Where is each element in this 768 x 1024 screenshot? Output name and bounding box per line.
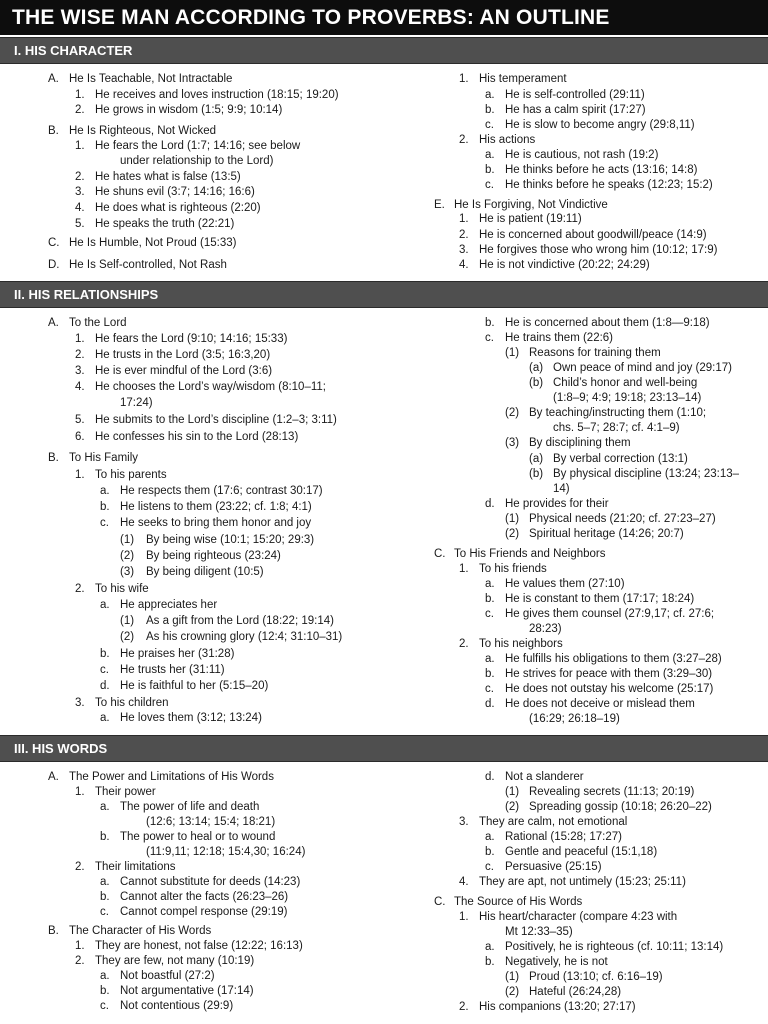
outline-marker: 2. [75, 861, 85, 873]
outline-marker: (b) [529, 468, 544, 480]
outline-marker: 2. [75, 104, 85, 116]
section-heading-bar-2 [0, 281, 768, 307]
outline-marker: a. [485, 653, 495, 665]
outline-item: He is not vindictive (20:22; 24:29) [479, 259, 650, 271]
section-divider [0, 307, 768, 308]
outline-marker: (2) [505, 407, 520, 419]
outline-item: He is faithful to her (5:15–20) [120, 680, 269, 692]
outline-marker: 1. [75, 786, 85, 798]
outline-marker: c. [485, 119, 494, 131]
outline-item: To the Lord [69, 317, 127, 329]
outline-marker: a. [100, 712, 110, 724]
outline-marker: B. [48, 925, 59, 937]
outline-item: Not contentious (29:9) [120, 1000, 234, 1012]
outline-marker: (a) [529, 362, 544, 374]
outline-item: By being righteous (23:24) [146, 550, 281, 562]
outline-item: He thinks before he speaks (12:23; 15:2) [505, 179, 713, 191]
outline-marker: 1. [459, 213, 469, 225]
outline-item: He speaks the truth (22:21) [95, 218, 235, 230]
outline-item: He listens to them (23:22; cf. 1:8; 4:1) [120, 501, 312, 513]
page-title-bar [0, 0, 768, 35]
outline-marker: 1. [459, 911, 469, 923]
outline-marker: d. [485, 698, 495, 710]
outline-item: Proud (13:10; cf. 6:16–19) [529, 971, 663, 983]
outline-marker: B. [48, 125, 59, 137]
outline-marker: 1. [75, 140, 85, 152]
outline-marker: (2) [505, 528, 520, 540]
outline-marker: (1) [505, 513, 520, 525]
outline-item: He gives them counsel (27:9,17; cf. 27:6; [505, 608, 715, 620]
outline-item: He confesses his sin to the Lord (28:13) [95, 431, 299, 443]
outline-item: To his neighbors [479, 638, 563, 650]
outline-marker: 3. [75, 365, 85, 377]
outline-item-continuation: 17:24) [120, 397, 153, 409]
outline-item: He strives for peace with them (3:29–30) [505, 668, 713, 680]
outline-item: Their power [95, 786, 156, 798]
outline-item: The power to heal or to wound [120, 831, 276, 843]
outline-item: He grows in wisdom (1:5; 9:9; 10:14) [95, 104, 283, 116]
outline-marker: d. [100, 680, 110, 692]
outline-marker: A. [48, 771, 59, 783]
outline-item: He trains them (22:6) [505, 332, 614, 344]
outline-marker: 1. [75, 333, 85, 345]
outline-item: His temperament [479, 73, 567, 85]
outline-item: Physical needs (21:20; cf. 27:23–27) [529, 513, 716, 525]
outline-item: The Source of His Words [454, 896, 583, 908]
outline-item-continuation: (16:29; 26:18–19) [529, 713, 620, 725]
outline-item: He seeks to bring them honor and joy [120, 517, 312, 529]
outline-item: They are honest, not false (12:22; 16:13) [95, 940, 303, 952]
outline-marker: c. [485, 861, 494, 873]
page-title: THE WISE MAN ACCORDING TO PROVERBS: AN OUTLINE [12, 5, 610, 29]
outline-item: Spreading gossip (10:18; 26:20–22) [529, 801, 712, 813]
outline-item: His heart/character (compare 4:23 with [479, 911, 678, 923]
outline-marker: b. [100, 985, 110, 997]
outline-item: Rational (15:28; 17:27) [505, 831, 622, 843]
outline-marker: c. [485, 332, 494, 344]
outline-marker: 2. [459, 1001, 469, 1013]
outline-item: He praises her (31:28) [120, 648, 235, 660]
outline-marker: A. [48, 73, 59, 85]
outline-marker: b. [485, 846, 495, 858]
outline-marker: 3. [459, 816, 469, 828]
outline-item: Negatively, he is not [505, 956, 608, 968]
outline-item: To His Family [69, 452, 139, 464]
outline-item: He is slow to become angry (29:8,11) [505, 119, 695, 131]
outline-item: He does not outstay his welcome (25:17) [505, 683, 714, 695]
section-heading-bar-1 [0, 37, 768, 63]
outline-marker: 3. [459, 244, 469, 256]
outline-item: Not argumentative (17:14) [120, 985, 254, 997]
outline-marker: (a) [529, 453, 544, 465]
outline-marker: 2. [75, 955, 85, 967]
outline-marker: a. [485, 578, 495, 590]
outline-item: He is concerned about them (1:8—9:18) [505, 317, 710, 329]
section-divider [0, 63, 768, 64]
outline-marker: b. [485, 104, 495, 116]
outline-item: He shuns evil (3:7; 14:16; 16:6) [95, 186, 255, 198]
outline-item: He respects them (17:6; contrast 30:17) [120, 485, 323, 497]
outline-item: He chooses the Lord’s way/wisdom (8:10–11; [95, 381, 326, 393]
outline-marker: a. [100, 801, 110, 813]
outline-marker: 2. [459, 134, 469, 146]
outline-marker: (b) [529, 377, 544, 389]
outline-marker: 6. [75, 431, 85, 443]
outline-marker: b. [100, 891, 110, 903]
outline-marker: C. [434, 896, 446, 908]
outline-item: Cannot alter the facts (26:23–26) [120, 891, 289, 903]
outline-item: He loves them (3:12; 13:24) [120, 712, 262, 724]
outline-marker: c. [485, 608, 494, 620]
outline-marker: 1. [459, 73, 469, 85]
outline-marker: 3. [75, 186, 85, 198]
outline-item-continuation: (1:8–9; 4:9; 19:18; 23:13–14) [553, 392, 702, 404]
outline-item: He is patient (19:11) [479, 213, 582, 225]
outline-item: To his wife [95, 583, 149, 595]
outline-marker: (3) [505, 437, 520, 449]
section-heading: I. HIS CHARACTER [14, 43, 133, 58]
outline-item: He Is Teachable, Not Intractable [69, 73, 233, 85]
outline-marker: 2. [459, 638, 469, 650]
outline-marker: 3. [75, 697, 85, 709]
outline-marker: A. [48, 317, 59, 329]
outline-marker: b. [485, 164, 495, 176]
outline-marker: b. [485, 317, 495, 329]
outline-marker: D. [48, 259, 60, 271]
outline-marker: c. [100, 1000, 109, 1012]
outline-item: His companions (13:20; 27:17) [479, 1001, 636, 1013]
outline-marker: a. [100, 485, 110, 497]
outline-marker: 2. [75, 349, 85, 361]
outline-item: Not boastful (27:2) [120, 970, 215, 982]
outline-item: He hates what is false (13:5) [95, 171, 241, 183]
outline-marker: 4. [75, 202, 85, 214]
outline-item: By verbal correction (13:1) [553, 453, 688, 465]
outline-item: By disciplining them [529, 437, 631, 449]
outline-item-continuation: (11:9,11; 12:18; 15:4,30; 16:24) [146, 846, 306, 858]
outline-marker: a. [100, 876, 110, 888]
outline-marker: 2. [75, 171, 85, 183]
outline-marker: (1) [505, 347, 520, 359]
outline-item: He Is Forgiving, Not Vindictive [454, 199, 608, 211]
outline-item: The power of life and death [120, 801, 260, 813]
outline-item: He receives and loves instruction (18:15; 19:20) [95, 89, 339, 101]
outline-marker: (1) [120, 534, 135, 546]
outline-marker: (3) [120, 566, 135, 578]
outline-marker: (1) [505, 786, 520, 798]
outline-item: As his crowning glory (12:4; 31:10–31) [146, 631, 343, 643]
outline-item: Gentle and peaceful (15:1,18) [505, 846, 658, 858]
outline-marker: (1) [505, 971, 520, 983]
outline-marker: 1. [75, 89, 85, 101]
outline-item: He is constant to them (17:17; 18:24) [505, 593, 695, 605]
outline-marker: E. [434, 199, 445, 211]
outline-item: They are few, not many (10:19) [95, 955, 255, 967]
outline-item: Cannot substitute for deeds (14:23) [120, 876, 301, 888]
outline-item: He fears the Lord (9:10; 14:16; 15:33) [95, 333, 288, 345]
outline-item: Revealing secrets (11:13; 20:19) [529, 786, 695, 798]
outline-item: He is self-controlled (29:11) [505, 89, 645, 101]
outline-item: He appreciates her [120, 599, 218, 611]
outline-item-continuation: (12:6; 13:14; 15:4; 18:21) [146, 816, 276, 828]
outline-marker: c. [100, 906, 109, 918]
outline-marker: (2) [505, 986, 520, 998]
outline-marker: b. [100, 501, 110, 513]
outline-item-continuation: 14) [553, 483, 570, 495]
outline-item: He is ever mindful of the Lord (3:6) [95, 365, 273, 377]
outline-item: He does what is righteous (2:20) [95, 202, 261, 214]
outline-marker: 1. [459, 563, 469, 575]
outline-marker: b. [485, 956, 495, 968]
outline-marker: 1. [75, 940, 85, 952]
outline-item: He values them (27:10) [505, 578, 625, 590]
outline-item-continuation: 28:23) [529, 623, 562, 635]
outline-item: He Is Self-controlled, Not Rash [69, 259, 227, 271]
outline-item: Persuasive (25:15) [505, 861, 602, 873]
outline-item: He Is Humble, Not Proud (15:33) [69, 237, 237, 249]
outline-item: He Is Righteous, Not Wicked [69, 125, 217, 137]
outline-marker: c. [100, 664, 109, 676]
outline-marker: a. [485, 831, 495, 843]
outline-item: Reasons for training them [529, 347, 661, 359]
outline-item-continuation: chs. 5–7; 28:7; cf. 4:1–9) [553, 422, 680, 434]
outline-marker: b. [485, 593, 495, 605]
outline-item: They are calm, not emotional [479, 816, 628, 828]
outline-marker: C. [48, 237, 60, 249]
outline-item: Not a slanderer [505, 771, 584, 783]
section-heading: III. HIS WORDS [14, 741, 108, 756]
outline-item: He fulfills his obligations to them (3:27–28) [505, 653, 722, 665]
outline-item: Cannot compel response (29:19) [120, 906, 288, 918]
outline-item: He trusts her (31:11) [120, 664, 225, 676]
outline-item: To his children [95, 697, 169, 709]
outline-marker: 2. [75, 583, 85, 595]
outline-item: By physical discipline (13:24; 23:13– [553, 468, 740, 480]
outline-item: They are apt, not untimely (15:23; 25:11) [479, 876, 686, 888]
outline-marker: 1. [75, 469, 85, 481]
outline-item: He does not deceive or mislead them [505, 698, 695, 710]
outline-item: As a gift from the Lord (18:22; 19:14) [146, 615, 334, 627]
outline-marker: (2) [120, 550, 135, 562]
outline-marker: B. [48, 452, 59, 464]
outline-item: He submits to the Lord’s discipline (1:2–3; 3:11) [95, 414, 337, 426]
outline-marker: 4. [459, 259, 469, 271]
outline-marker: C. [434, 548, 446, 560]
outline-item: He provides for their [505, 498, 609, 510]
outline-marker: d. [485, 498, 495, 510]
outline-marker: b. [100, 831, 110, 843]
outline-marker: a. [100, 599, 110, 611]
outline-item-continuation: Mt 12:33–35) [505, 926, 573, 938]
outline-item: Their limitations [95, 861, 176, 873]
outline-item: He trusts in the Lord (3:5; 16:3,20) [95, 349, 271, 361]
outline-item: The Power and Limitations of His Words [69, 771, 274, 783]
outline-marker: c. [100, 517, 109, 529]
outline-marker: (1) [120, 615, 135, 627]
outline-marker: c. [485, 179, 494, 191]
outline-item: The Character of His Words [69, 925, 212, 937]
outline-item: He thinks before he acts (13:16; 14:8) [505, 164, 698, 176]
outline-marker: (2) [120, 631, 135, 643]
outline-marker: 5. [75, 218, 85, 230]
outline-item: He has a calm spirit (17:27) [505, 104, 646, 116]
outline-marker: c. [485, 683, 494, 695]
outline-item: To his parents [95, 469, 167, 481]
outline-marker: a. [485, 941, 495, 953]
outline-item: To His Friends and Neighbors [454, 548, 606, 560]
outline-marker: 4. [75, 381, 85, 393]
outline-marker: d. [485, 771, 495, 783]
outline-marker: b. [100, 648, 110, 660]
outline-marker: a. [485, 149, 495, 161]
outline-item: Spiritual heritage (14:26; 20:7) [529, 528, 684, 540]
outline-item: He is cautious, not rash (19:2) [505, 149, 659, 161]
section-heading-bar-3 [0, 735, 768, 761]
outline-item: He is concerned about goodwill/peace (14:9) [479, 229, 707, 241]
outline-item: He forgives those who wrong him (10:12; 17:9) [479, 244, 718, 256]
outline-marker: (2) [505, 801, 520, 813]
outline-item: By being wise (10:1; 15:20; 29:3) [146, 534, 315, 546]
outline-item-continuation: under relationship to the Lord) [120, 155, 274, 167]
section-heading: II. HIS RELATIONSHIPS [14, 287, 159, 302]
outline-marker: a. [100, 970, 110, 982]
outline-item: Hateful (26:24,28) [529, 986, 622, 998]
outline-marker: 4. [459, 876, 469, 888]
outline-item: His actions [479, 134, 536, 146]
outline-item: By being diligent (10:5) [146, 566, 264, 578]
outline-item: Child’s honor and well-being [553, 377, 698, 389]
outline-marker: 5. [75, 414, 85, 426]
outline-item: He fears the Lord (1:7; 14:16; see below [95, 140, 301, 152]
outline-item: To his friends [479, 563, 547, 575]
outline-item: Positively, he is righteous (cf. 10:11; 13:14) [505, 941, 724, 953]
section-divider [0, 761, 768, 762]
outline-item: By teaching/instructing them (1:10; [529, 407, 707, 419]
outline-marker: a. [485, 89, 495, 101]
outline-item: Own peace of mind and joy (29:17) [553, 362, 732, 374]
outline-marker: 2. [459, 229, 469, 241]
outline-marker: b. [485, 668, 495, 680]
